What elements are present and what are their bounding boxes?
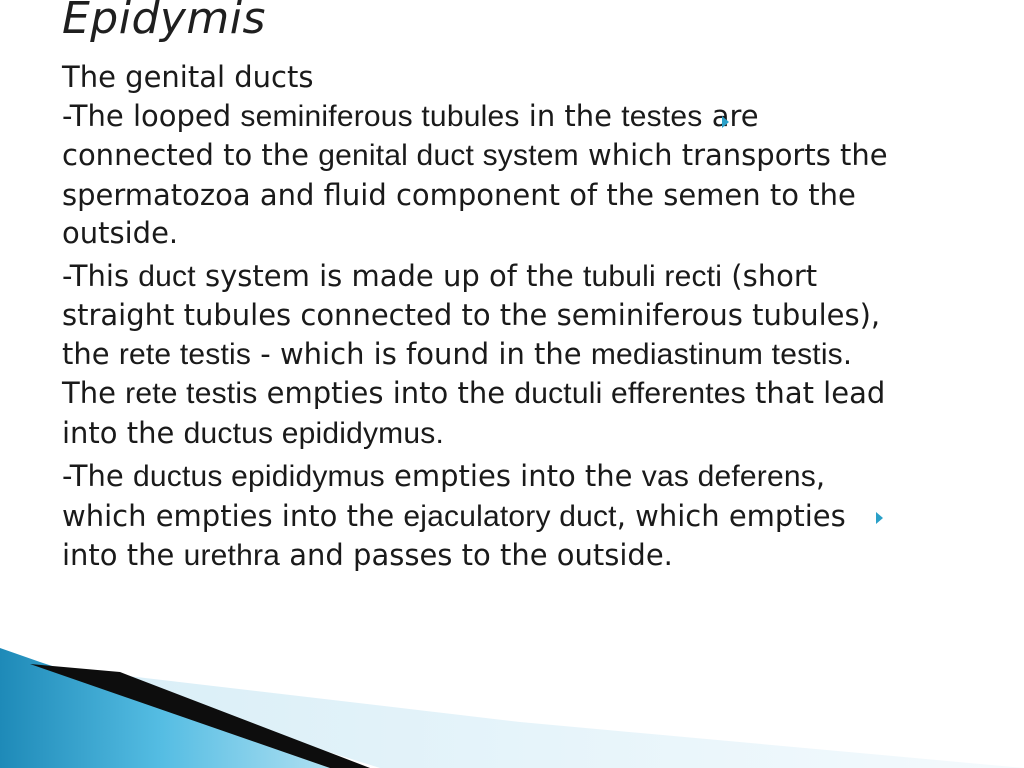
slide-body [62,58,902,576]
paragraph-text: , which empties into the [62,459,826,533]
triangle-bullet-icon [876,512,883,524]
emphasized-term: rete testis [125,377,258,410]
paragraph-ductus-epididymus [62,457,902,576]
paragraph-text: empties into the [257,376,515,410]
emphasized-term: duct [138,259,196,293]
emphasized-term: tubuli recti [582,259,723,293]
slide-subtitle: The genital ducts [62,60,314,94]
emphasized-term: vas deferens [641,460,816,493]
emphasized-term: rete testis [118,337,252,371]
paragraph-duct-components [62,257,902,454]
paragraph-text: -This [62,258,139,293]
emphasized-term: ejaculatory duct [403,499,617,533]
emphasized-term: ductus epididymus [132,460,385,493]
paragraph-genital-duct-system [62,97,902,253]
paragraph-text: that lead into the [62,376,886,450]
emphasized-term: seminiferous tubules [240,99,520,133]
paragraph-text: in the [519,98,622,133]
emphasized-term: ductuli efferentes [514,377,746,410]
triangle-bullet-icon [722,116,729,128]
emphasized-term: genital duct system [318,139,579,172]
paragraph-text: -The [62,459,133,493]
paragraph-text: . The [62,336,853,410]
paragraph-text: which transports the spermatozoa and fluid component of the semen to the outside. [62,138,888,250]
paragraph-text: - which is found in the [251,336,591,371]
paragraph-text: , which empties into the [62,498,846,572]
paragraph-text: are connected to the [62,98,759,172]
paragraph-text: (short straight tubules connected to the seminiferous tubules), the [62,258,881,371]
slide-title: Epidymis [62,0,266,44]
emphasized-term: testes [621,99,703,133]
paragraph-text: and passes to the outside. [280,538,673,572]
emphasized-term: ductus epididymus. [183,416,444,450]
paragraph-text: -The looped [62,98,241,133]
emphasized-term: mediastinum testis [590,337,843,371]
paragraph-text: empties into the [384,459,642,493]
paragraph-text: system is made up of the [195,258,583,293]
emphasized-term: urethra [183,539,281,572]
